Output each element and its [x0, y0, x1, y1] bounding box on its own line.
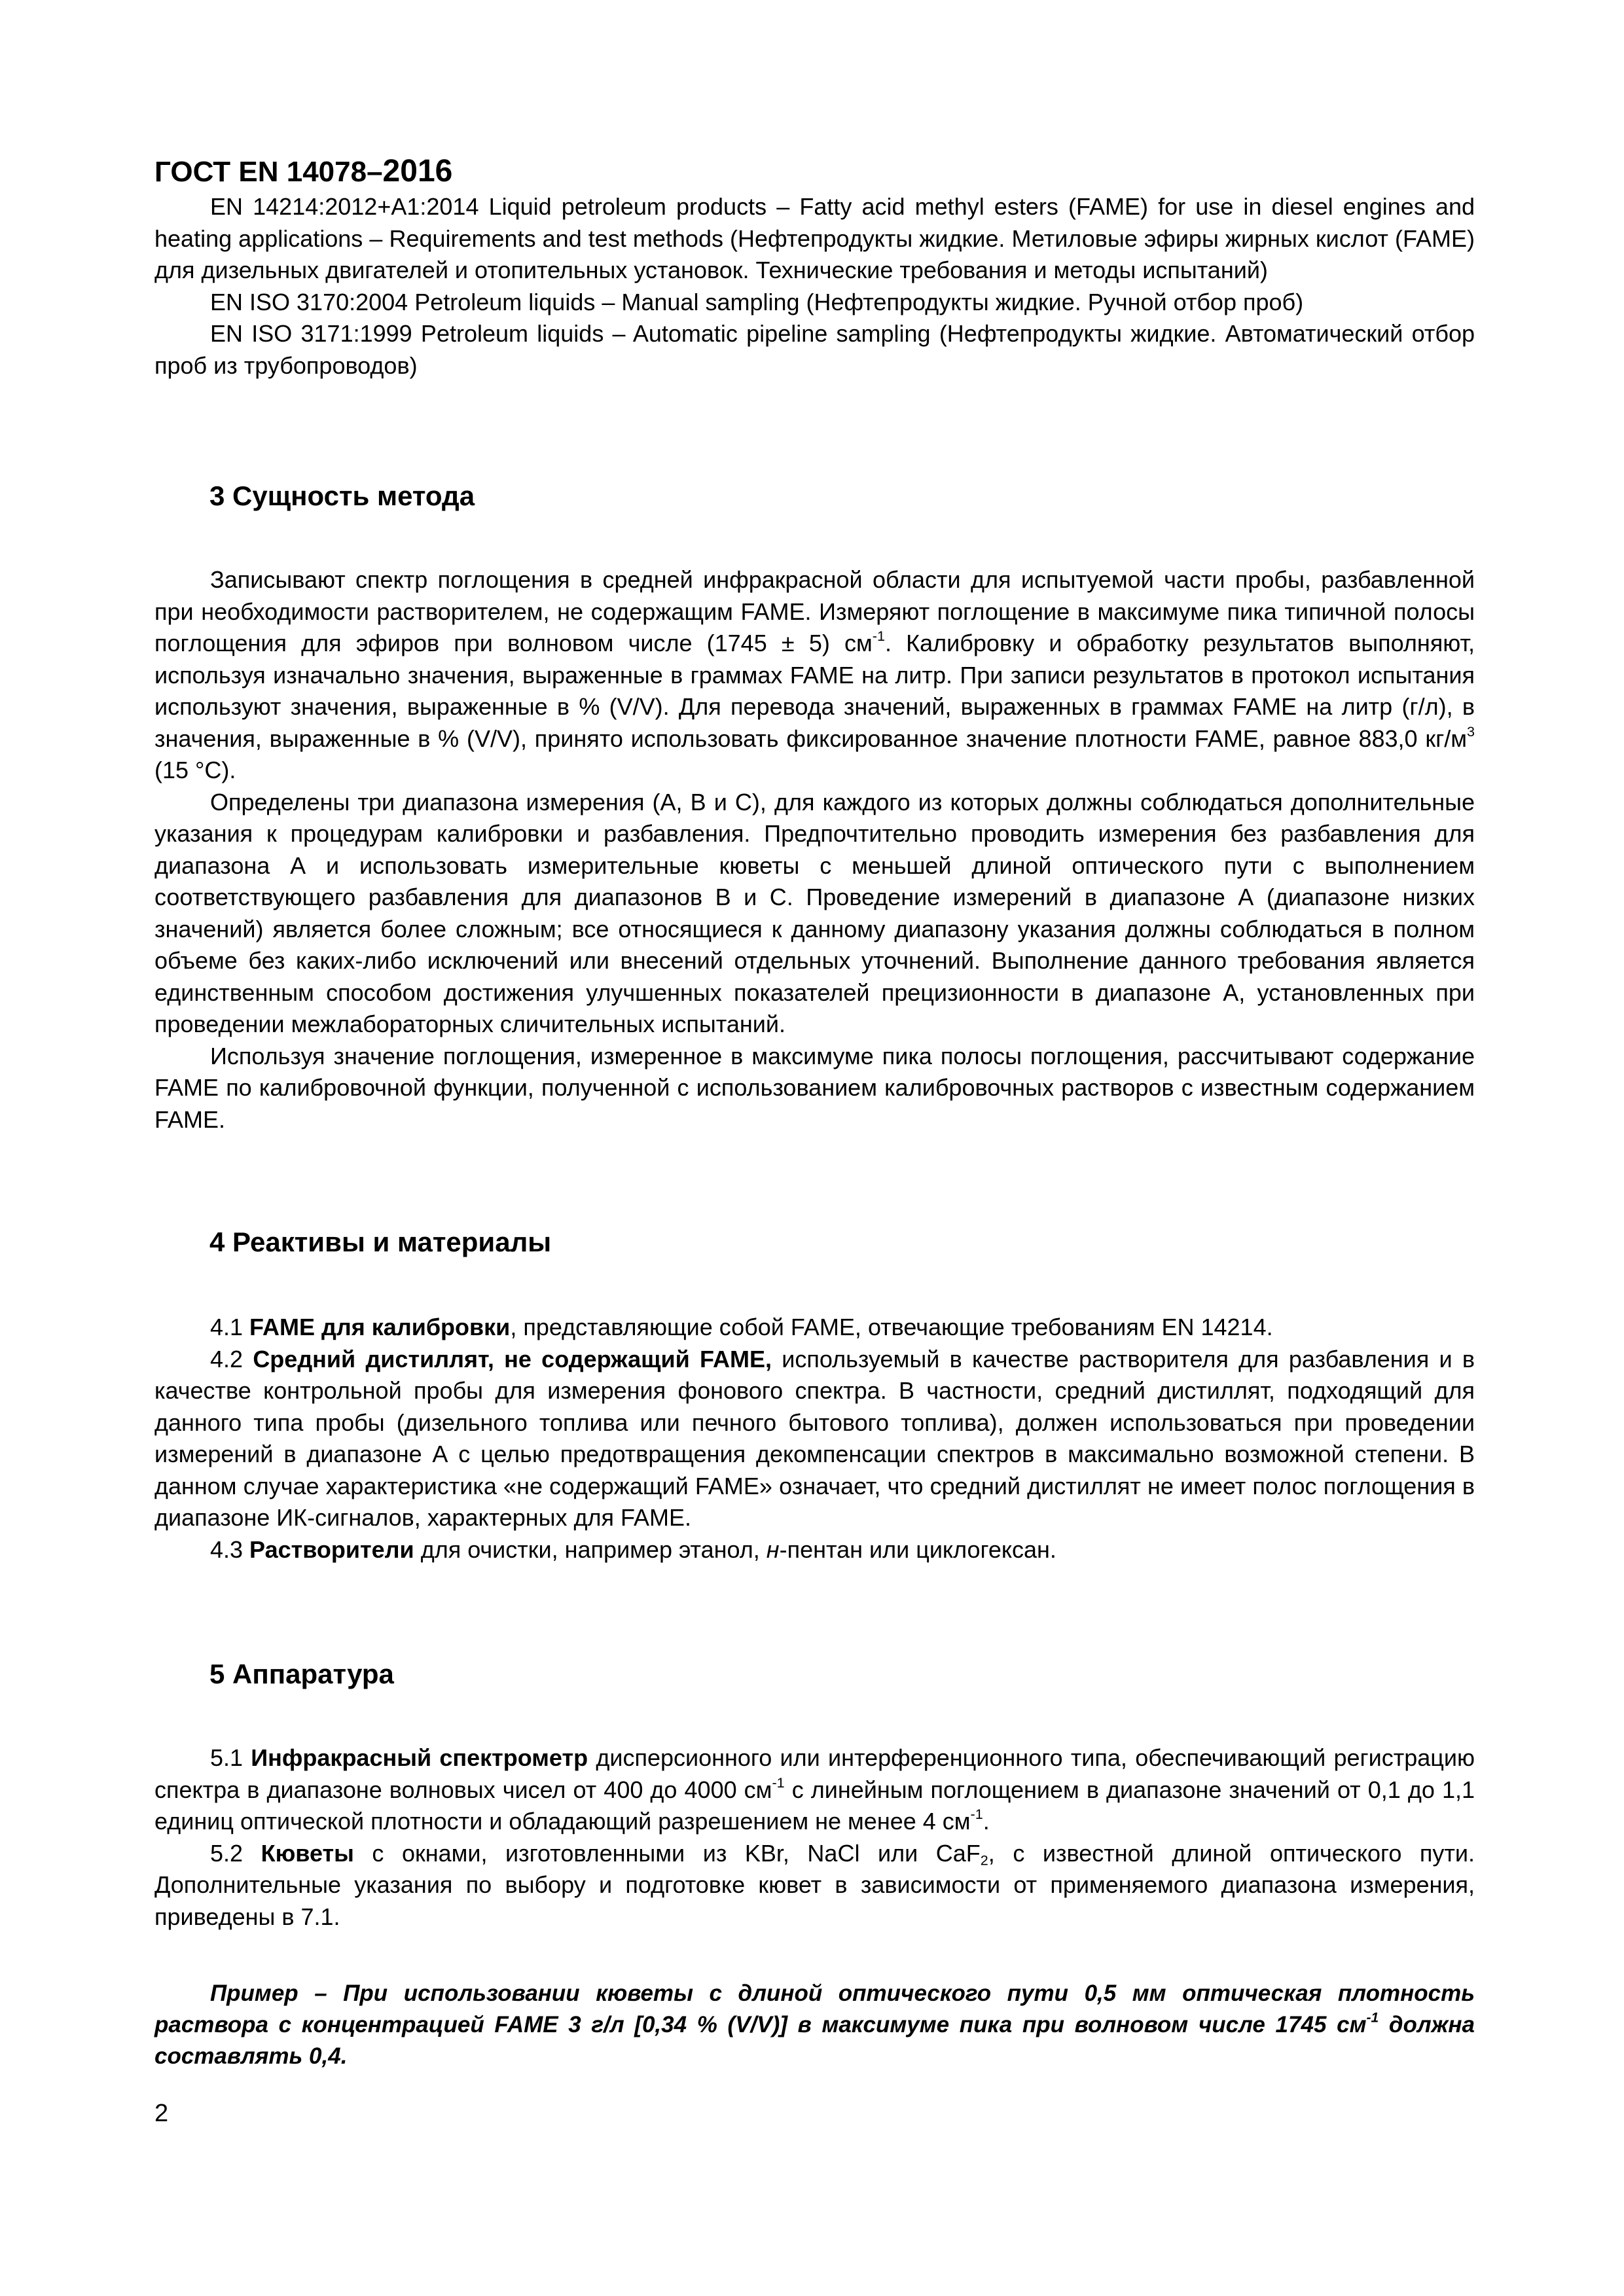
paragraph: Используя значение поглощения, измеренное в максимуме пика полосы поглощения, рассчитывают содержание FAME по калибровочной функции, полученной с использованием калибровочных растворов с известным содержанием FAME. [154, 1042, 1475, 1133]
list-item: 4.2 Средний дистиллят, не содержащий FAME, используемый в качестве растворителя для разбавления и в качестве контрольной пробы для измерения фонового спектра. В частности, средний дистиллят, подходящий для данного типа пробы (дизельного топлива или печного бытового топлива), должен использоваться при проведении измерений в диапазоне А с целью предотвращения декомпенсации спектров в максимально возможной степени. В данном случае характеристика «не содержащий FAME» означает, что средний дистиллят не имеет полос поглощения в диапазоне ИК-сигналов, характерных для FAME. [154, 1345, 1475, 1531]
list-item: 4.1 FAME для калибровки, представляющие собой FAME, отвечающие требованиям EN 14214. [210, 1314, 1273, 1340]
section-3-body [154, 564, 1475, 1136]
list-item: 5.1 Инфракрасный спектрометр дисперсионного или интерференционного типа, обеспечивающий регистрацию спектра в диапазоне волновых чисел от 400 до 4000 $см^{-1}$ с линейным поглощением в диапазоне значений от 0,1 до 1,1 единиц оптической плотности и обладающий разрешением не менее 4 $см^{-1}$. [154, 1744, 1475, 1835]
reference-item: EN ISO 3171:1999 Petroleum liquids – Automatic pipeline sampling (Нефтепродукты жидкие. Автоматический отбор проб из трубопроводов) [154, 320, 1475, 379]
normative-references [154, 191, 1475, 382]
paragraph: Определены три диапазона измерения (А, В и С), для каждого из которых должны соблюдаться дополнительные указания к процедурам калибровки и разбавления. Предпочтительно проводить измерения без разбавления для диапазона А и использовать измерительные кюветы с меньшей длиной оптического пути с выполнением соответствующего разбавления для диапазонов В и С. Проведение измерений в диапазоне А (диапазоне низких значений) является более сложным; все относящиеся к данному диапазону указания должны соблюдаться в полном объеме без каких-либо исключений или внесений отдельных уточнений. Выполнение данного требования является единственным способом достижения улучшенных показателей прецизионности в диапазоне А, установленных при проведении межлабораторных сличительных испытаний. [154, 788, 1475, 1037]
section-3-title: 3 Сущность метода [209, 480, 475, 511]
document-header [154, 153, 452, 190]
reference-item: EN 14214:2012+A1:2014 Liquid petroleum products – Fatty acid methyl esters (FAME) for use in diesel engines and heating applications – Requirements and test methods (Нефтепродукты жидкие. Метиловые эфиры жирных кислот (FAME) для дизельных двигателей и отопительных установок. Технические требования и методы испытаний) [154, 193, 1475, 283]
section-4-body [154, 1312, 1475, 1566]
example-text: Пример – При использовании кюветы с длиной оптического пути 0,5 мм оптическая плотность раствора с концентрацией FAME 3 г/л [0,34 % (V/V)] в максимуме пика при волновом числе 1745 $см^{-1}$ должна составлять 0,4. [154, 1981, 1475, 2069]
example-note [154, 1978, 1475, 2072]
standard-year: 2016 [382, 154, 453, 188]
page-number: 2 [154, 2100, 169, 2127]
section-5-body [154, 1742, 1475, 1933]
standard-code: ГОСТ EN 14078– [154, 156, 383, 188]
section-4-title: 4 Реактивы и материалы [209, 1227, 552, 1257]
section-5-title: 5 Аппаратура [209, 1659, 394, 1689]
paragraph: Записывают спектр поглощения в средней инфракрасной области для испытуемой части пробы, разбавленной при необходимости растворителем, не содержащим FAME. Измеряют поглощение в максимуме пика типичной полосы поглощения для эфиров при волновом числе (1745 ± 5) $см^{-1}$. Калибровку и обработку результатов выполняют, используя изначально значения, выраженные в граммах FAME на литр. При записи результатов в протокол испытания используют значения, выраженные в % (V/V). Для перевода значений, выраженных в граммах FAME на литр (г/л), в значения, выраженные в % (V/V), принято использовать фиксированное значение плотности FAME, равное 883,0 $кг/м^3$ (15 °C). [154, 566, 1475, 783]
reference-item: EN ISO 3170:2004 Petroleum liquids – Manual sampling (Нефтепродукты жидкие. Ручной отбор проб) [210, 288, 1304, 315]
list-item: 4.3 Растворители для очистки, например этанол, н-пентан или циклогексан. [210, 1535, 1056, 1563]
list-item: 5.2 Кюветы с окнами, изготовленными из KBr, NaCl или CaF$_2$, с известной длиной оптического пути. Дополнительные указания по выбору и подготовке кювет в зависимости от применяемого диапазона измерения, приведены в 7.1. [154, 1839, 1475, 1930]
